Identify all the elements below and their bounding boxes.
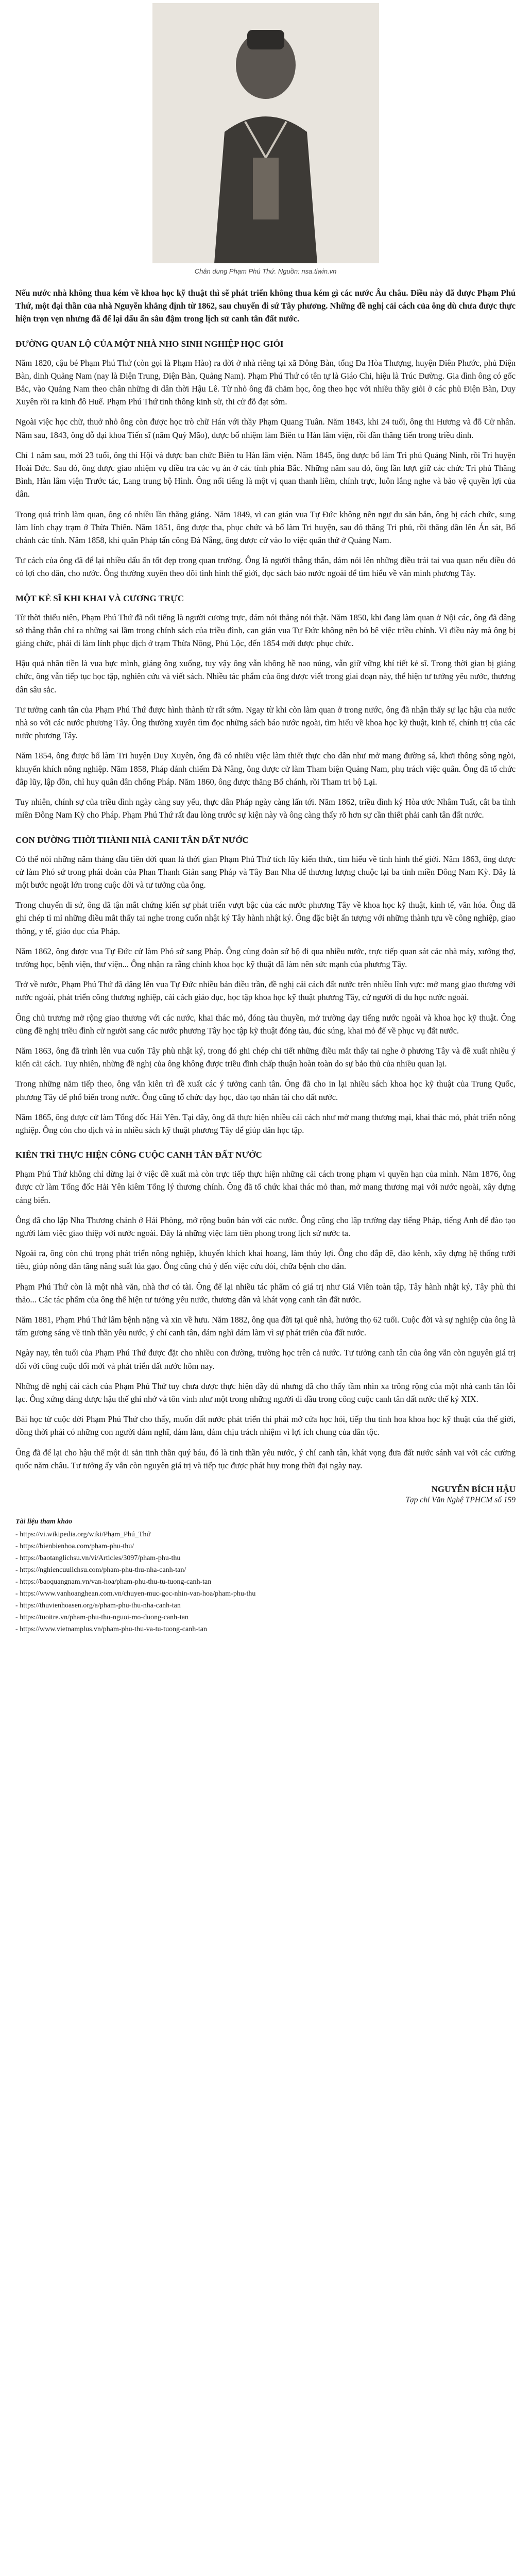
body-paragraph: Ngoài ra, ông còn chú trọng phát triển nông nghiệp, khuyến khích khai hoang, làm thủy lợi. Ông cho đắp đê, đào kênh, xây dựng hệ thống tưới tiêu, giúp nông dân tăng năng suất lúa gạo. Ông cũng chú ý đến việc cứu đói, chữa bệnh cho dân. (15, 1248, 516, 1272)
body-paragraph: Trong quá trình làm quan, ông có nhiều lần thăng giáng. Năm 1849, vì can gián vua Tự Đức không nên ngự du săn bắn, ông bị cách chức, sung làm lính chạy trạm ở Thừa Thiên. Năm 1851, ông được tha, phục chức và bổ làm Tri huyện, sau đó thăng Tri phủ, rồi thăng dần lên Án sát, Bố chánh các tỉnh. Năm 1858, khi quân Pháp tấn công Đà Nẵng, ông được cử vào lo việc quân thứ ở Quảng Nam. (15, 509, 516, 546)
article (0, 3, 531, 1635)
body-paragraph: Những đề nghị cải cách của Phạm Phú Thứ tuy chưa được thực hiện đầy đủ nhưng đã cho thấy tầm nhìn xa trông rộng của một nhà canh tân lỗi lạc. Ông xứng đáng được hậu thế ghi nhớ và tôn vinh như một trong những người đi đầu trong công cuộc canh tân đất nước thế kỷ XIX. (15, 1381, 516, 1404)
body-paragraph: Ông đã để lại cho hậu thế một di sản tinh thần quý báu, đó là tinh thần yêu nước, ý chí canh tân, khát vọng đưa đất nước sánh vai với các cường quốc năm châu. Tư tưởng ấy vẫn còn nguyên giá trị và tiếp tục được phát huy trong thời đại ngày nay. (15, 1447, 516, 1470)
body-paragraph: Ngày nay, tên tuổi của Phạm Phú Thứ được đặt cho nhiều con đường, trường học trên cả nước. Tư tưởng canh tân của ông vẫn còn nguyên giá trị đối với công cuộc đổi mới và phát triển đất nước hôm nay. (15, 1348, 516, 1371)
photo-caption: Chân dung Phạm Phú Thứ. Nguồn: nsa.tiwin.vn (194, 267, 337, 275)
signature (15, 1484, 516, 1505)
reference-link[interactable]: - https://thuvienhoasen.org/a/pham-phu-thu-nha-canh-tan (15, 1602, 181, 1610)
body-paragraph: Năm 1881, Phạm Phú Thứ lâm bệnh nặng và xin về hưu. Năm 1882, ông qua đời tại quê nhà, hưởng thọ 62 tuổi. Cuộc đời và sự nghiệp của ông là tấm gương sáng về tinh thần yêu nước, ý chí canh tân, dám nghĩ dám làm vì sự phát triển của đất nước. (15, 1314, 516, 1338)
body-paragraph: Tuy nhiên, chính sự của triều đình ngày càng suy yếu, thực dân Pháp ngày càng lấn tới. Năm 1862, triều đình ký Hòa ước Nhâm Tuất, cắt ba tỉnh miền Đông Nam Kỳ cho Pháp. Phạm Phú Thứ rất đau lòng trước sự kiện này và ông càng thấy rõ hơn sự cần thiết phải canh tân đất nước. (15, 797, 516, 820)
body-paragraph: Năm 1862, ông được vua Tự Đức cử làm Phó sứ sang Pháp. Ông cùng đoàn sứ bộ đi qua nhiều nước, trực tiếp quan sát các nhà máy, xưởng thợ, trường học, bệnh viện, thư viện... Ông nhận ra rằng chính khoa học kỹ thuật đã làm nên sức mạnh của phương Tây. (15, 946, 516, 969)
section-heading: MỘT KẺ SĨ KHI KHAI VÀ CƯƠNG TRỰC (15, 593, 184, 603)
reference-link[interactable]: - https://www.vietnamplus.vn/pham-phu-thu-va-tu-tuong-canh-tan (15, 1625, 207, 1634)
body-paragraph: Năm 1820, cậu bé Phạm Phú Thứ (còn gọi là Phạm Hào) ra đời ở nhà riêng tại xã Đông Bàn, tổng Đa Hòa Thượng, huyện Diên Phước, phủ Điện Bàn, dinh Quảng Nam (nay là Điện Trung, Điện Bàn, Quảng Nam). Phạm Phú Thứ có tên tự là Giáo Chi, hiệu là Trúc Đường. Gia đình ông có gốc Bắc, vào Quảng Nam theo chân những di dân thời Hậu Lê. Từ nhỏ ông đã chăm học, ông theo học với nhiều thầy giỏi ở các phủ Điện Bàn, Duy Xuyên rồi ra kinh đô Huế. Phạm Phú Thứ tinh thông kinh sử, thi cử đỗ đạt sớm. (15, 358, 516, 407)
portrait-photo (152, 3, 379, 263)
body-paragraph: Ông chủ trương mở rộng giao thương với các nước, khai thác mỏ, đóng tàu thuyền, mở trường dạy tiếng nước ngoài và khoa học kỹ thuật. Ông cũng đề nghị triều đình cử người sang các nước phương Tây học tập kỹ thuật đóng tàu, đúc súng, khai mỏ để về phục vụ đất nước. (15, 1012, 516, 1036)
body-paragraph: Từ thời thiếu niên, Phạm Phú Thứ đã nổi tiếng là người cương trực, dám nói thẳng nói thật. Năm 1850, khi đang làm quan ở Nội các, ông đã dâng sớ thẳng thắn chỉ ra những sai lầm trong chính sách của triều đình, can gián vua Tự Đức không nên bỏ bê việc triều chính. Vì điều này mà ông bị giáng chức, phải đi làm lính phục dịch ở trạm Thừa Nông, Phú Lộc, đến 1854 mới được phục chức. (15, 612, 516, 649)
body-paragraph: Trong những năm tiếp theo, ông vẫn kiên trì đề xuất các ý tưởng canh tân. Ông đã cho in lại nhiều sách khoa học kỹ thuật của Trung Quốc, phương Tây để phổ biến trong nước. Ông cũng tổ chức dạy học, đào tạo nhân tài cho đất nước. (15, 1079, 516, 1102)
body-paragraph: Năm 1865, ông được cử làm Tổng đốc Hải Yên. Tại đây, ông đã thực hiện nhiều cải cách như mở mang thương mại, khai thác mỏ, phát triển nông nghiệp. Ông còn cho dịch và in nhiều sách kỹ thuật phương Tây để giúp dân học tập. (15, 1112, 516, 1135)
reference-link[interactable]: - https://baotanglichsu.vn/vi/Articles/3097/pham-phu-thu (15, 1554, 181, 1563)
section-heading: CON ĐƯỜNG THỜI THÀNH NHÀ CANH TÂN ĐẤT NƯỚC (15, 835, 249, 845)
reference-link[interactable]: - https://nghiencuulichsu.com/pham-phu-thu-nha-canh-tan/ (15, 1566, 186, 1574)
portrait-figure (152, 3, 379, 275)
body-paragraph: Trở về nước, Phạm Phú Thứ đã dâng lên vua Tự Đức nhiều bản điều trần, đề nghị cải cách đất nước trên nhiều lĩnh vực: mở mang giao thương với nước ngoài, phát triển công thương nghiệp, cải cách giáo dục, học tập khoa học kỹ thuật phương Tây, cử người đi du học nước ngoài. (15, 979, 516, 1003)
body-paragraph: Ông đã cho lập Nha Thương chánh ở Hải Phòng, mở rộng buôn bán với các nước. Ông cũng cho lập trường dạy tiếng Pháp, tiếng Anh để đào tạo người làm việc giao thiệp với nước ngoài. Đây là những việc làm tiên phong trong lịch sử nước ta. (15, 1215, 516, 1238)
reference-link[interactable]: - https://vi.wikipedia.org/wiki/Phạm_Phú_Thứ (15, 1531, 151, 1539)
body-paragraph: Bài học từ cuộc đời Phạm Phú Thứ cho thấy, muốn đất nước phát triển thì phải mở cửa học hỏi, tiếp thu tinh hoa khoa học kỹ thuật của thế giới, đồng thời phải có những con người dám nghĩ, dám làm, dám chịu trách nhiệm vì lợi ích chung của dân tộc. (15, 1414, 516, 1437)
body-paragraph: Phạm Phú Thứ không chỉ dừng lại ở việc đề xuất mà còn trực tiếp thực hiện những cải cách trong phạm vi quyền hạn của mình. Năm 1876, ông được cử làm Tổng đốc Hải Yên kiêm Tổng lý thương chính. Ông đã tổ chức khai thác mỏ than, mở mang thương mại với nước ngoài, xây dựng cảng biển. (15, 1169, 516, 1205)
body-paragraph: Có thể nói những năm tháng đầu tiên đời quan là thời gian Phạm Phú Thứ tích lũy kiến thức, tìm hiểu về tình hình thế giới. Năm 1863, ông được cử làm Phó sứ trong phái đoàn của Phan Thanh Giản sang Pháp và Tây Ban Nha để thương lượng chuộc lại ba tỉnh miền Đông Nam Kỳ. Đây là một bước ngoặt lớn trong cuộc đời và tư tưởng của ông. (15, 854, 516, 890)
body-paragraph: Trong chuyến đi sứ, ông đã tận mắt chứng kiến sự phát triển vượt bậc của các nước phương Tây về khoa học kỹ thuật, kinh tế, văn hóa. Ông đã ghi chép tỉ mỉ những điều mắt thấy tai nghe trong cuốn nhật ký Tây hành nhật ký. Ông đặc biệt ấn tượng với những thành tựu về công nghiệp, giao thông, y tế, giáo dục của Pháp. (15, 900, 516, 936)
reference-link[interactable]: - https://bienbienhoa.com/pham-phu-thu/ (15, 1543, 134, 1551)
body-paragraph: Ngoài việc học chữ, thuở nhỏ ông còn được học trò chữ Hán với thầy Phạm Quang Tuân. Năm 1843, khi 24 tuổi, ông thi Hương và đỗ Cử nhân. Năm sau, 1843, ông đỗ đại khoa Tiến sĩ (năm Quý Mão), được bổ nhiệm làm Biên tu Hàn lâm viện, rồi dần thăng tiến trong triều đình. (15, 417, 516, 440)
reference-link[interactable]: - https://www.vanhoanghean.com.vn/chuyen-muc-goc-nhin-van-hoa/pham-phu-thu (15, 1590, 256, 1598)
author-source: Tạp chí Văn Nghệ TPHCM số 159 (405, 1496, 516, 1505)
references (15, 1516, 516, 1635)
reference-link[interactable]: - https://tuoitre.vn/pham-phu-thu-nguoi-mo-duong-canh-tan (15, 1614, 189, 1622)
lead-paragraph: Nếu nước nhà không thua kém về khoa học kỹ thuật thì sẽ phát triển không thua kém gì các nước Âu châu. Điều này đã được Phạm Phú Thứ, một đại thần của nhà Nguyễn khẳng định từ 1862, sau chuyến đi sứ Tây phương. Những đề nghị cải cách của ông dù chưa được thực hiện trọn vẹn nhưng đã để lại dấu ấn sâu đậm trong lịch sử canh tân đất nước. (15, 288, 516, 324)
reference-link[interactable]: - https://baoquangnam.vn/van-hoa/pham-phu-thu-tu-tuong-canh-tan (15, 1578, 212, 1586)
section-heading: ĐƯỜNG QUAN LỘ CỦA MỘT NHÀ NHO SINH NGHIỆP HỌC GIỎI (15, 338, 284, 349)
body-paragraph: Hậu quả nhãn tiền là vua bực mình, giáng ông xuống, tuy vậy ông vẫn không hề nao núng, vẫn giữ vững khí tiết kẻ sĩ. Trong thời gian bị giáng chức, ông vẫn tiếp tục học tập, nghiên cứu và viết sách. Nhiều tác phẩm của ông được viết trong giai đoạn này, thể hiện tư tưởng yêu nước, thương dân sâu sắc. (15, 658, 516, 694)
references-title: Tài liệu tham khảo (15, 1518, 73, 1526)
author-name: NGUYỄN BÍCH HẬU (431, 1484, 516, 1495)
body-paragraph: Tư cách của ông đã để lại nhiều dấu ấn tốt đẹp trong quan trường. Ông là người thẳng thắn, dám nói lên những điều trái tai vua quan nếu điều đó có lợi cho dân, cho nước. Ông thường xuyên theo dõi tình hình thế giới, đọc sách báo nước ngoài để tìm hiểu về văn minh phương Tây. (15, 555, 516, 579)
body-paragraph: Năm 1863, ông đã trình lên vua cuốn Tây phù nhật ký, trong đó ghi chép chi tiết những điều mắt thấy tai nghe ở phương Tây và đề xuất nhiều ý kiến cải cách. Tuy nhiên, những đề nghị của ông không được triều đình chấp thuận hoàn toàn do sự bảo thủ của nhiều quan lại. (15, 1045, 516, 1069)
portrait-illustration (152, 3, 379, 263)
body-paragraph: Phạm Phú Thứ còn là một nhà văn, nhà thơ có tài. Ông để lại nhiều tác phẩm có giá trị như Giá Viên toàn tập, Tây hành nhật ký, Tây phù thi thảo... Các tác phẩm của ông thể hiện tư tưởng yêu nước, thương dân và khát vọng canh tân đất nước. (15, 1281, 516, 1304)
section-heading: KIÊN TRÌ THỰC HIỆN CÔNG CUỘC CANH TÂN ĐẤT NƯỚC (15, 1150, 262, 1160)
body-paragraph: Chỉ 1 năm sau, mới 23 tuổi, ông thi Hội và được ban chức Biên tu Hàn lâm viện. Năm 1845, ông được bổ làm Tri phủ Quảng Ninh, rồi Tri huyện Hoài Đức. Sau đó, ông được giao nhiệm vụ điều tra các vụ án ở các tỉnh phía Bắc. Những năm sau đó, ông lần lượt giữ các chức Tri phủ Thăng Bình, Hàn lâm viện Trước tác, Lang trung bộ Hình. Ông nổi tiếng là một vị quan thanh liêm, chính trực, luôn lắng nghe và bảo vệ quyền lợi của dân. (15, 450, 516, 499)
body-paragraph: Tư tưởng canh tân của Phạm Phú Thứ được hình thành từ rất sớm. Ngay từ khi còn làm quan ở trong nước, ông đã nhận thấy sự lạc hậu của nước nhà so với các nước phương Tây. Ông thường xuyên tìm đọc những sách báo nước ngoài, tìm hiểu về khoa học kỹ thuật, kinh tế, chính trị của các nước phương Tây. (15, 704, 516, 741)
body-paragraph: Năm 1854, ông được bổ làm Tri huyện Duy Xuyên, ông đã có nhiều việc làm thiết thực cho dân như mở mang đường sá, khơi thông sông ngòi, khuyến khích nông nghiệp. Năm 1858, Pháp đánh chiếm Đà Nẵng, ông được cử làm Tham biện Quảng Nam, phụ trách việc quân. Ông đã tổ chức đắp lũy, lập đồn, chỉ huy quân dân chống Pháp. Năm 1860, ông được thăng Bố chánh, rồi Tham tri bộ Lại. (15, 751, 516, 787)
